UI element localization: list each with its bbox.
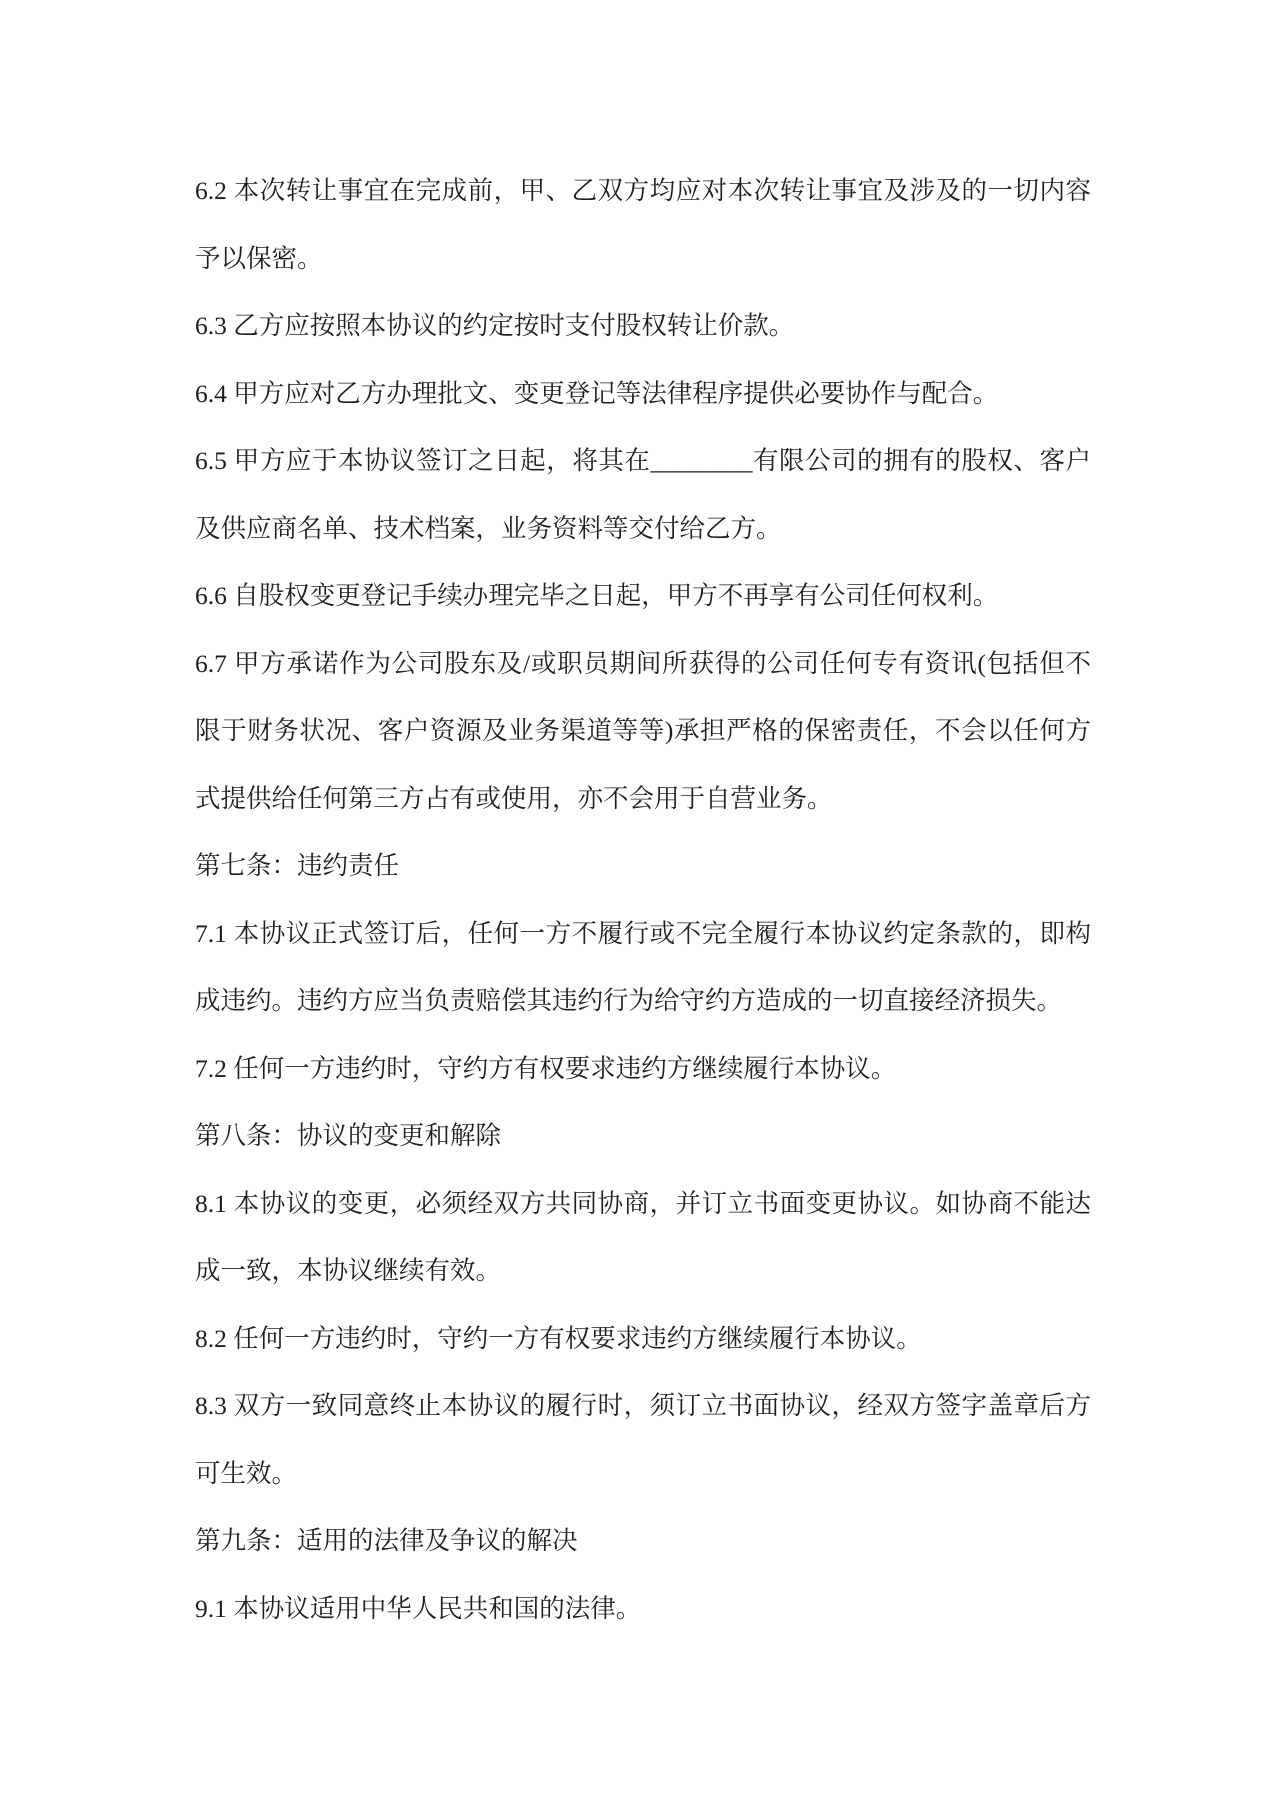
article-8-heading: [195, 1102, 1091, 1170]
article-7-heading: [195, 832, 1091, 900]
clause-6-2: [195, 157, 1091, 292]
clause-line: 7.1 本协议正式签订后，任何一方不履行或不完全履行本协议约定条款的，即构: [195, 918, 1091, 948]
clause-line: 6.7 甲方承诺作为公司股东及/或职员期间所获得的公司任何专有资讯(包括但不: [195, 648, 1091, 678]
clause-8-2: [195, 1305, 1091, 1373]
clause-line: 予以保密。: [195, 243, 323, 273]
clause-line: 8.2 任何一方违约时，守约一方有权要求违约方继续履行本协议。: [195, 1323, 922, 1353]
article-heading-line: 第七条：违约责任: [195, 851, 400, 880]
clause-line: 成违约。违约方应当负责赔偿其违约行为给守约方造成的一切直接经济损失。: [195, 986, 1063, 1015]
clause-line: 成一致，本协议继续有效。: [195, 1256, 502, 1285]
clause-9-1: [195, 1575, 1091, 1643]
document-body: [195, 157, 1091, 1642]
clause-line: 6.4 甲方应对乙方办理批文、变更登记等法律程序提供必要协作与配合。: [195, 378, 999, 408]
clause-line: 8.3 双方一致同意终止本协议的履行时，须订立书面协议，经双方签字盖章后方: [195, 1391, 1091, 1420]
clause-line: 9.1 本协议适用中华人民共和国的法律。: [195, 1593, 642, 1623]
clause-6-3: [195, 292, 1091, 360]
article-9-heading: [195, 1507, 1091, 1575]
clause-7-1: [195, 900, 1091, 1035]
clause-line: 7.2 任何一方违约时，守约方有权要求违约方继续履行本协议。: [195, 1053, 897, 1083]
clause-line: 6.2 本次转让事宜在完成前，甲、乙双方均应对本次转让事宜及涉及的一切内容: [195, 176, 1091, 205]
clause-6-7: [195, 630, 1091, 833]
clause-line: 限于财务状况、客户资源及业务渠道等等)承担严格的保密责任，不会以任何方: [195, 716, 1091, 745]
clause-8-1: [195, 1170, 1091, 1305]
clause-line: 式提供给任何第三方占有或使用，亦不会用于自营业务。: [195, 783, 833, 813]
clause-line: 8.1 本协议的变更，必须经双方共同协商，并订立书面变更协议。如协商不能达: [195, 1188, 1091, 1218]
clause-7-2: [195, 1035, 1091, 1103]
clause-line: 6.3 乙方应按照本协议的约定按时支付股权转让价款。: [195, 311, 795, 340]
clause-line: 6.6 自股权变更登记手续办理完毕之日起，甲方不再享有公司任何权利。: [195, 581, 999, 610]
clause-6-4: [195, 360, 1091, 428]
clause-line: 6.5 甲方应于本协议签订之日起，将其在________有限公司的拥有的股权、客户: [195, 446, 1091, 475]
clause-6-5: [195, 427, 1091, 562]
article-heading-line: 第九条：适用的法律及争议的解决: [195, 1526, 578, 1555]
clause-6-6: [195, 562, 1091, 630]
article-heading-line: 第八条：协议的变更和解除: [195, 1121, 502, 1150]
clause-8-3: [195, 1372, 1091, 1507]
clause-line: 可生效。: [195, 1458, 298, 1488]
clause-line: 及供应商名单、技术档案，业务资料等交付给乙方。: [195, 513, 782, 543]
